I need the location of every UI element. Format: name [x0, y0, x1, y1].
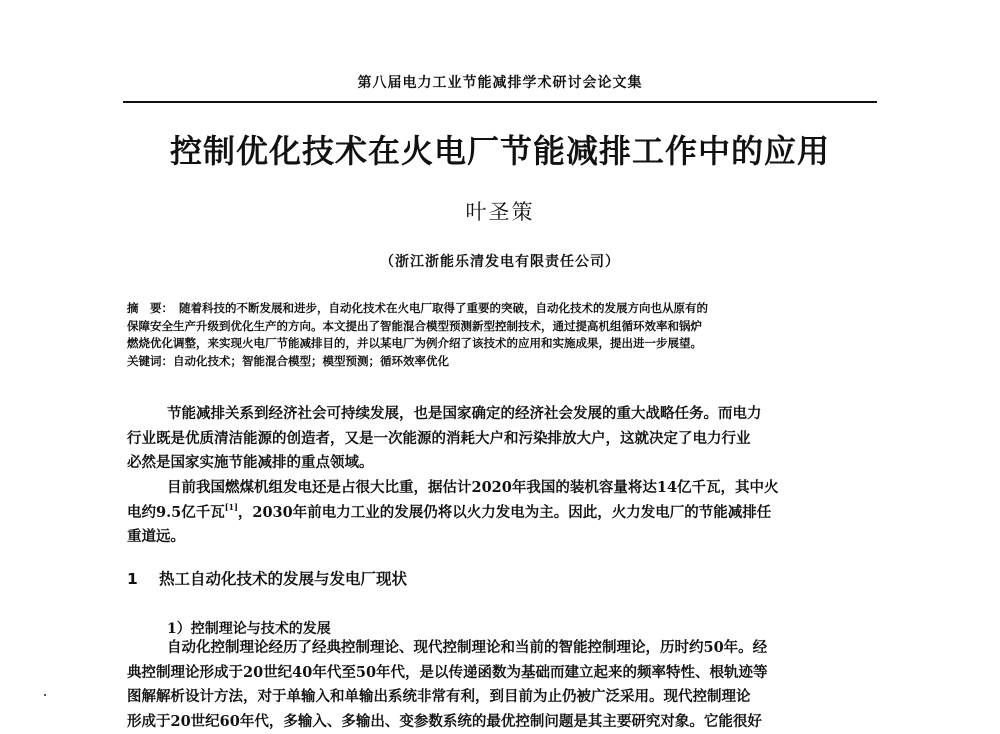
body-line: 图解解析设计方法，对于单输入和单输出系统非常有利，到目前为止仍被广泛采用。现代控制理论 [127, 685, 875, 710]
intro-paragraph-1 [127, 402, 875, 476]
abstract-line: 摘 要： 随着科技的不断发展和进步，自动化技术在火电厂取得了重要的突破，自动化技术的发展方向也从原有的 [127, 300, 875, 318]
body-line: 自动化控制理论经历了经典控制理论、现代控制理论和当前的智能控制理论，历时约50年。经 [127, 636, 875, 661]
abstract-block [127, 300, 875, 370]
body-line: 重道远。 [127, 525, 875, 550]
header-rule [123, 101, 877, 103]
author-affiliation: （浙江浙能乐清发电有限责任公司） [0, 251, 1000, 271]
section-heading [127, 567, 827, 589]
body-line: 节能减排关系到经济社会可持续发展，也是国家确定的经济社会发展的重大战略任务。而电力 [127, 402, 875, 427]
body-line: 电约9.5亿千瓦[1]，2030年前电力工业的发展仍将以火力发电为主。因此，火力发电厂的节能减排任 [127, 501, 875, 526]
body-line: 形成于20世纪60年代，多输入、多输出、变参数系统的最优控制问题是其主要研究对象。它能很好 [127, 710, 875, 734]
paper-title: 控制优化技术在火电厂节能减排工作中的应用 [0, 126, 1000, 172]
keywords-label: 关键词： [127, 354, 173, 368]
section1-paragraph [127, 636, 875, 734]
keywords-line [127, 353, 875, 371]
body-line: 必然是国家实施节能减排的重点领域。 [127, 451, 875, 476]
proceedings-header: 第八届电力工业节能减排学术研讨会论文集 [123, 72, 877, 92]
body-line: 行业既是优质清洁能源的创造者，又是一次能源的消耗大户和污染排放大户，这就决定了电力行业 [127, 427, 875, 452]
keywords-text: 自动化技术；智能混合模型；模型预测；循环效率优化 [173, 354, 449, 368]
section-number: 1 [127, 570, 159, 588]
abstract-line: 燃烧优化调整，来实现火电厂节能减排目的，并以某电厂为例介绍了该技术的应用和实施成果，提出进一步展望。 [127, 335, 875, 353]
body-line: 典控制理论形成于20世纪40年代至50年代，是以传递函数为基础而建立起来的频率特性、根轨迹等 [127, 661, 875, 686]
body-line: 目前我国燃煤机组发电还是占很大比重，据估计2020年我国的装机容量将达14亿千瓦，其中火 [127, 476, 875, 501]
section-title: 热工自动化技术的发展与发电厂现状 [159, 570, 407, 588]
intro-paragraph-2 [127, 476, 875, 550]
abstract-line: 保障安全生产升级到优化生产的方向。本文提出了智能混合模型预测新型控制技术，通过提高机组循环效率和锅炉 [127, 318, 875, 336]
author-name: 叶圣策 [0, 196, 1000, 226]
scan-speck [44, 694, 46, 696]
citation-ref: [1] [225, 502, 238, 512]
abstract-label: 摘 要： [127, 301, 173, 315]
subsection-heading: 1）控制理论与技术的发展 [167, 618, 331, 638]
